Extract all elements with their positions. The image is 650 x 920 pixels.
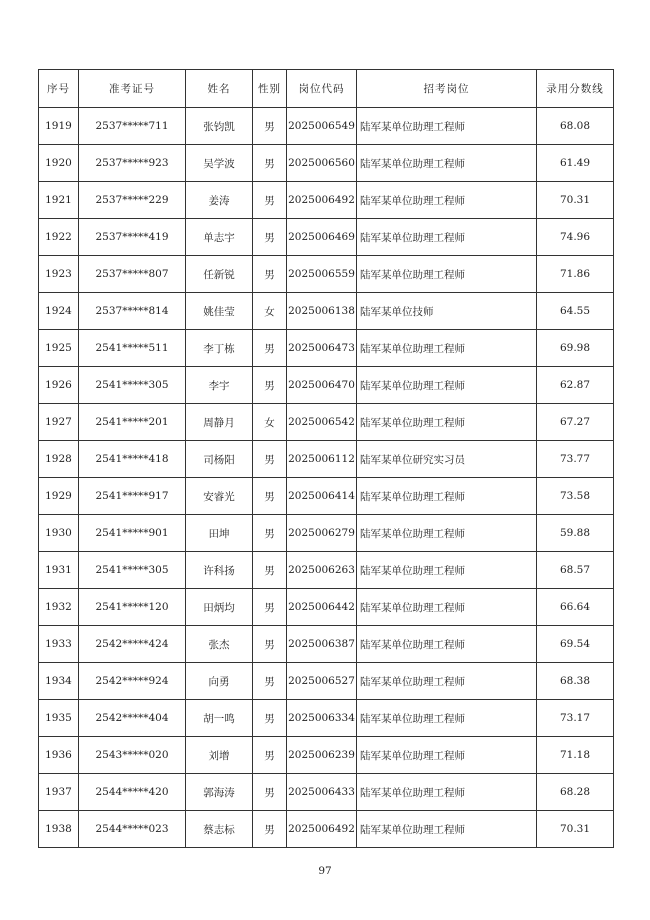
cell-gender: 女 <box>253 293 287 330</box>
header-name: 姓名 <box>186 70 253 108</box>
cell-post-code: 2025006492 <box>287 182 357 219</box>
cell-ticket-number: 2542*****404 <box>79 700 186 737</box>
header-score-line: 录用分数线 <box>537 70 614 108</box>
table-row <box>39 219 614 256</box>
cell-post: 陆军某单位助理工程师 <box>357 478 537 515</box>
cell-post-code: 2025006138 <box>287 293 357 330</box>
cell-ticket-number: 2537*****419 <box>79 219 186 256</box>
cell-post: 陆军某单位助理工程师 <box>357 700 537 737</box>
cell-post: 陆军某单位助理工程师 <box>357 182 537 219</box>
page-number: 97 <box>318 865 332 877</box>
cell-seq: 1935 <box>39 700 79 737</box>
table-row <box>39 737 614 774</box>
cell-ticket-number: 2541*****305 <box>79 367 186 404</box>
cell-score-line: 73.17 <box>537 700 614 737</box>
cell-gender: 男 <box>253 330 287 367</box>
cell-post-code: 2025006239 <box>287 737 357 774</box>
cell-name: 姜涛 <box>186 182 253 219</box>
header-post: 招考岗位 <box>357 70 537 108</box>
cell-gender: 男 <box>253 589 287 626</box>
cell-seq: 1934 <box>39 663 79 700</box>
cell-post: 陆军某单位助理工程师 <box>357 552 537 589</box>
cell-seq: 1924 <box>39 293 79 330</box>
cell-score-line: 73.77 <box>537 441 614 478</box>
cell-post-code: 2025006559 <box>287 256 357 293</box>
cell-gender: 男 <box>253 737 287 774</box>
cell-score-line: 61.49 <box>537 145 614 182</box>
cell-score-line: 68.08 <box>537 108 614 145</box>
table-row <box>39 515 614 552</box>
cell-score-line: 70.31 <box>537 811 614 848</box>
cell-ticket-number: 2537*****923 <box>79 145 186 182</box>
table-row <box>39 774 614 811</box>
cell-post: 陆军某单位研究实习员 <box>357 441 537 478</box>
cell-post: 陆军某单位助理工程师 <box>357 626 537 663</box>
cell-name: 姚佳莹 <box>186 293 253 330</box>
header-seq: 序号 <box>39 70 79 108</box>
table-row <box>39 663 614 700</box>
cell-score-line: 71.18 <box>537 737 614 774</box>
cell-score-line: 71.86 <box>537 256 614 293</box>
cell-score-line: 66.64 <box>537 589 614 626</box>
cell-seq: 1938 <box>39 811 79 848</box>
cell-score-line: 69.98 <box>537 330 614 367</box>
cell-name: 蔡志标 <box>186 811 253 848</box>
cell-seq: 1932 <box>39 589 79 626</box>
cell-post-code: 2025006279 <box>287 515 357 552</box>
cell-post-code: 2025006469 <box>287 219 357 256</box>
cell-name: 安睿光 <box>186 478 253 515</box>
cell-ticket-number: 2537*****229 <box>79 182 186 219</box>
table-row <box>39 367 614 404</box>
cell-name: 胡一鸣 <box>186 700 253 737</box>
cell-gender: 男 <box>253 367 287 404</box>
cell-seq: 1931 <box>39 552 79 589</box>
table-row <box>39 145 614 182</box>
cell-ticket-number: 2541*****901 <box>79 515 186 552</box>
cell-post-code: 2025006473 <box>287 330 357 367</box>
cell-ticket-number: 2543*****020 <box>79 737 186 774</box>
cell-gender: 男 <box>253 441 287 478</box>
table-row <box>39 478 614 515</box>
cell-score-line: 69.54 <box>537 626 614 663</box>
cell-gender: 男 <box>253 145 287 182</box>
cell-seq: 1921 <box>39 182 79 219</box>
table-header-row <box>39 70 614 108</box>
cell-gender: 男 <box>253 626 287 663</box>
cell-name: 田炳均 <box>186 589 253 626</box>
cell-ticket-number: 2541*****917 <box>79 478 186 515</box>
cell-name: 刘增 <box>186 737 253 774</box>
cell-post-code: 2025006334 <box>287 700 357 737</box>
cell-post: 陆军某单位助理工程师 <box>357 145 537 182</box>
header-gender: 性别 <box>253 70 287 108</box>
cell-seq: 1928 <box>39 441 79 478</box>
table-row <box>39 108 614 145</box>
cell-post-code: 2025006492 <box>287 811 357 848</box>
cell-post-code: 2025006414 <box>287 478 357 515</box>
cell-ticket-number: 2541*****120 <box>79 589 186 626</box>
cell-gender: 男 <box>253 811 287 848</box>
table-row <box>39 293 614 330</box>
cell-post: 陆军某单位助理工程师 <box>357 515 537 552</box>
cell-name: 张钧凯 <box>186 108 253 145</box>
cell-name: 周静月 <box>186 404 253 441</box>
cell-score-line: 73.58 <box>537 478 614 515</box>
cell-post: 陆军某单位助理工程师 <box>357 774 537 811</box>
table-row <box>39 404 614 441</box>
cell-ticket-number: 2542*****424 <box>79 626 186 663</box>
cell-seq: 1936 <box>39 737 79 774</box>
table-row <box>39 811 614 848</box>
table-row <box>39 256 614 293</box>
cell-seq: 1927 <box>39 404 79 441</box>
cell-post: 陆军某单位助理工程师 <box>357 330 537 367</box>
cell-gender: 男 <box>253 663 287 700</box>
cell-name: 李宇 <box>186 367 253 404</box>
cell-seq: 1929 <box>39 478 79 515</box>
cell-seq: 1926 <box>39 367 79 404</box>
cell-name: 任新锐 <box>186 256 253 293</box>
cell-gender: 男 <box>253 219 287 256</box>
cell-ticket-number: 2537*****807 <box>79 256 186 293</box>
cell-gender: 男 <box>253 552 287 589</box>
table-row <box>39 330 614 367</box>
cell-seq: 1925 <box>39 330 79 367</box>
cell-post-code: 2025006112 <box>287 441 357 478</box>
cell-ticket-number: 2541*****305 <box>79 552 186 589</box>
cell-score-line: 67.27 <box>537 404 614 441</box>
cell-ticket-number: 2537*****711 <box>79 108 186 145</box>
cell-name: 向勇 <box>186 663 253 700</box>
cell-post-code: 2025006263 <box>287 552 357 589</box>
cell-score-line: 68.57 <box>537 552 614 589</box>
cell-post-code: 2025006542 <box>287 404 357 441</box>
cell-post: 陆军某单位助理工程师 <box>357 737 537 774</box>
header-ticket-number: 准考证号 <box>79 70 186 108</box>
table-row <box>39 700 614 737</box>
cell-post-code: 2025006433 <box>287 774 357 811</box>
cell-seq: 1919 <box>39 108 79 145</box>
table-row <box>39 589 614 626</box>
cell-post-code: 2025006442 <box>287 589 357 626</box>
cell-name: 郭海涛 <box>186 774 253 811</box>
cell-gender: 男 <box>253 256 287 293</box>
cell-score-line: 70.31 <box>537 182 614 219</box>
cell-post-code: 2025006470 <box>287 367 357 404</box>
cell-gender: 男 <box>253 774 287 811</box>
cell-name: 单志宇 <box>186 219 253 256</box>
cell-name: 张杰 <box>186 626 253 663</box>
table-row <box>39 552 614 589</box>
cell-ticket-number: 2544*****023 <box>79 811 186 848</box>
cell-seq: 1933 <box>39 626 79 663</box>
cell-score-line: 74.96 <box>537 219 614 256</box>
cell-post-code: 2025006387 <box>287 626 357 663</box>
cell-post: 陆军某单位助理工程师 <box>357 108 537 145</box>
cell-gender: 女 <box>253 404 287 441</box>
cell-seq: 1937 <box>39 774 79 811</box>
cell-seq: 1923 <box>39 256 79 293</box>
cell-name: 吴学波 <box>186 145 253 182</box>
cell-name: 许科扬 <box>186 552 253 589</box>
cell-post: 陆军某单位技师 <box>357 293 537 330</box>
cell-post: 陆军某单位助理工程师 <box>357 663 537 700</box>
cell-post-code: 2025006549 <box>287 108 357 145</box>
cell-gender: 男 <box>253 182 287 219</box>
cell-seq: 1930 <box>39 515 79 552</box>
cell-ticket-number: 2541*****201 <box>79 404 186 441</box>
cell-score-line: 68.38 <box>537 663 614 700</box>
table-row <box>39 441 614 478</box>
cell-name: 田坤 <box>186 515 253 552</box>
cell-ticket-number: 2542*****924 <box>79 663 186 700</box>
cell-gender: 男 <box>253 108 287 145</box>
cell-score-line: 59.88 <box>537 515 614 552</box>
cell-seq: 1920 <box>39 145 79 182</box>
cell-post: 陆军某单位助理工程师 <box>357 404 537 441</box>
table-row <box>39 626 614 663</box>
header-post-code: 岗位代码 <box>287 70 357 108</box>
cell-post: 陆军某单位助理工程师 <box>357 589 537 626</box>
cell-gender: 男 <box>253 515 287 552</box>
cell-score-line: 68.28 <box>537 774 614 811</box>
cell-gender: 男 <box>253 700 287 737</box>
admission-score-table <box>38 69 614 848</box>
cell-gender: 男 <box>253 478 287 515</box>
cell-post-code: 2025006527 <box>287 663 357 700</box>
cell-score-line: 64.55 <box>537 293 614 330</box>
cell-score-line: 62.87 <box>537 367 614 404</box>
cell-ticket-number: 2544*****420 <box>79 774 186 811</box>
cell-post: 陆军某单位助理工程师 <box>357 367 537 404</box>
cell-post: 陆军某单位助理工程师 <box>357 219 537 256</box>
cell-ticket-number: 2541*****418 <box>79 441 186 478</box>
cell-post: 陆军某单位助理工程师 <box>357 256 537 293</box>
cell-post-code: 2025006560 <box>287 145 357 182</box>
cell-seq: 1922 <box>39 219 79 256</box>
cell-ticket-number: 2541*****511 <box>79 330 186 367</box>
cell-post: 陆军某单位助理工程师 <box>357 811 537 848</box>
cell-ticket-number: 2537*****814 <box>79 293 186 330</box>
cell-name: 李丁栋 <box>186 330 253 367</box>
cell-name: 司杨阳 <box>186 441 253 478</box>
table-row <box>39 182 614 219</box>
